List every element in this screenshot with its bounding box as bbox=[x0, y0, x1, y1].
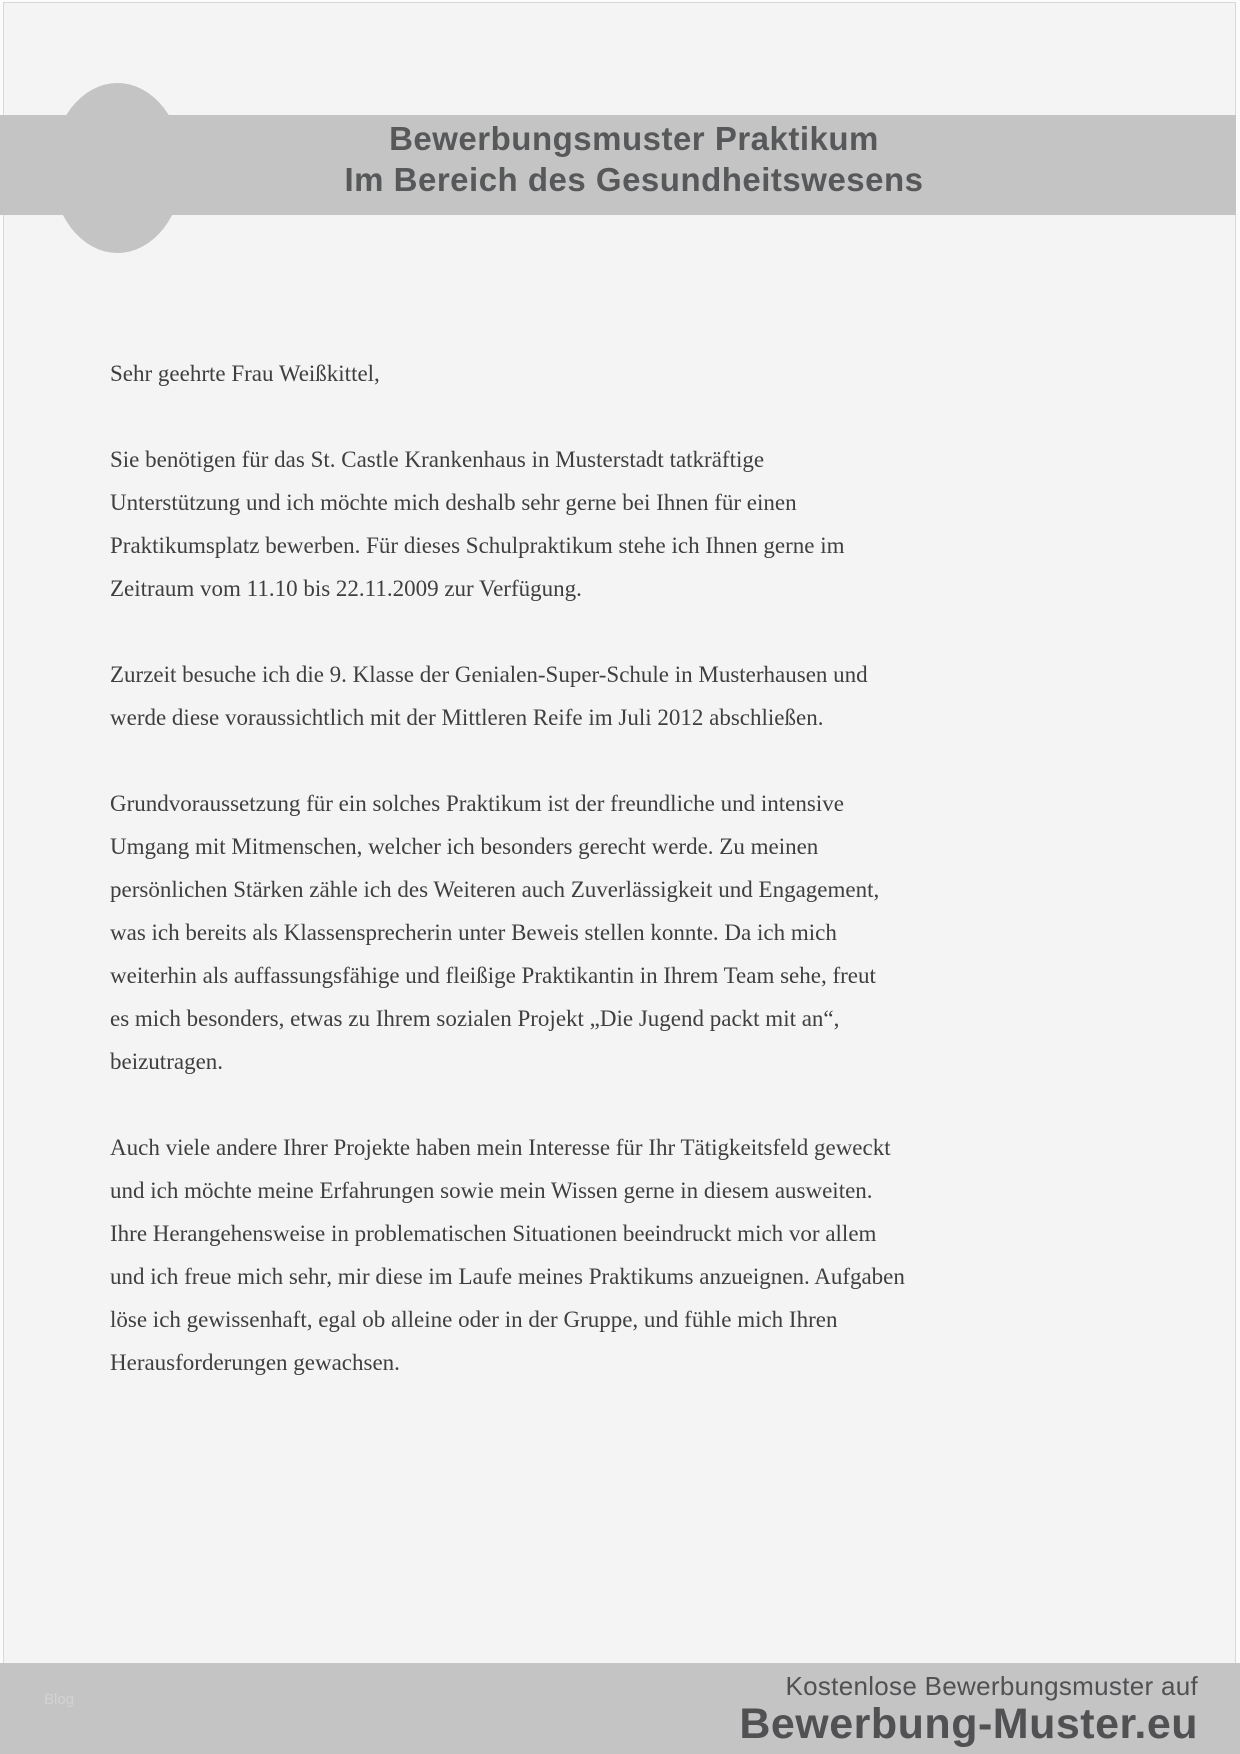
paragraph-line: Grundvoraussetzung für ein solches Praktikum ist der freundliche und intensive bbox=[110, 791, 844, 816]
paragraph-line: Ihre Herangehensweise in problematischen Situationen beeindruckt mich vor allem bbox=[110, 1221, 877, 1246]
paragraph-line: beizutragen. bbox=[110, 1049, 224, 1074]
paragraph-line: Auch viele andere Ihrer Projekte haben mein Interesse für Ihr Tätigkeitsfeld geweckt bbox=[110, 1135, 891, 1160]
page-title bbox=[344, 118, 923, 200]
title-line-2: Im Bereich des Gesundheitswesens bbox=[344, 161, 924, 198]
paragraph-line: was ich bereits als Klassensprecherin unter Beweis stellen konnte. Da ich mich bbox=[110, 920, 837, 945]
paragraph-motivation bbox=[110, 1126, 1130, 1384]
footer-text-block bbox=[739, 1663, 1198, 1754]
salutation bbox=[110, 352, 1130, 395]
paragraph-line: Herausforderungen gewachsen. bbox=[110, 1350, 400, 1375]
paragraph-line: weiterhin als auffassungsfähige und fleißige Praktikantin in Ihrem Team sehe, freut bbox=[110, 963, 876, 988]
paragraph-line: persönlichen Stärken zähle ich des Weiteren auch Zuverlässigkeit und Engagement, bbox=[110, 877, 880, 902]
title-line-1: Bewerbungsmuster Praktikum bbox=[389, 120, 879, 157]
paragraph-line: Zeitraum vom 11.10 bis 22.11.2009 zur Verfügung. bbox=[110, 576, 582, 601]
paragraph-line: werde diese voraussichtlich mit der Mittleren Reife im Juli 2012 abschließen. bbox=[110, 705, 824, 730]
paragraph-intro bbox=[110, 438, 1130, 610]
watermark-text: Blog bbox=[44, 1691, 75, 1708]
paragraph-line: und ich möchte meine Erfahrungen sowie mein Wissen gerne in diesem ausweiten. bbox=[110, 1178, 873, 1203]
footer-tagline: Kostenlose Bewerbungsmuster auf bbox=[785, 1670, 1198, 1701]
footer-brand: Bewerbung-Muster.eu bbox=[739, 1699, 1198, 1748]
paragraph-strengths bbox=[110, 782, 1130, 1083]
paragraph-line: und ich freue mich sehr, mir diese im Laufe meines Praktikums anzueignen. Aufgaben bbox=[110, 1264, 905, 1289]
paragraph-line: löse ich gewissenhaft, egal ob alleine oder in der Gruppe, und fühle mich Ihren bbox=[110, 1307, 838, 1332]
paragraph-line: Zurzeit besuche ich die 9. Klasse der Genialen-Super-Schule in Musterhausen und bbox=[110, 662, 868, 687]
salutation-line: Sehr geehrte Frau Weißkittel, bbox=[110, 361, 380, 386]
paragraph-line: Umgang mit Mitmenschen, welcher ich besonders gerecht werde. Zu meinen bbox=[110, 834, 819, 859]
paragraph-line: Sie benötigen für das St. Castle Krankenhaus in Musterstadt tatkräftige bbox=[110, 447, 765, 472]
footer-banner bbox=[0, 1663, 1240, 1754]
paragraph-school bbox=[110, 653, 1130, 739]
paragraph-line: Unterstützung und ich möchte mich deshalb sehr gerne bei Ihnen für einen bbox=[110, 490, 797, 515]
paragraph-line: Praktikumsplatz bewerben. Für dieses Schulpraktikum stehe ich Ihnen gerne im bbox=[110, 533, 845, 558]
paragraph-line: es mich besonders, etwas zu Ihrem sozialen Projekt „Die Jugend packt mit an“, bbox=[110, 1006, 840, 1031]
header-banner bbox=[0, 115, 1236, 215]
letter-body bbox=[110, 352, 1130, 1384]
